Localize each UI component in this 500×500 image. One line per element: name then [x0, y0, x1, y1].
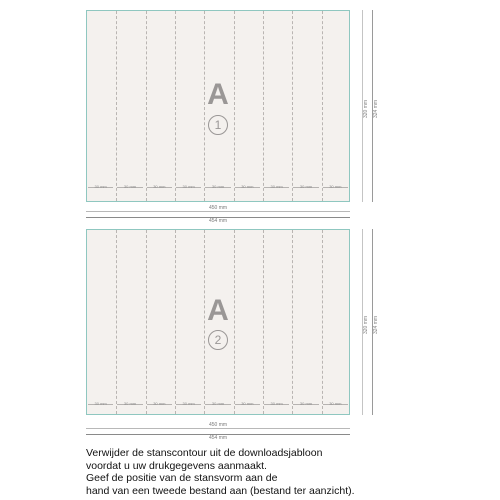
segment-width-label: 30 mm [123, 184, 137, 189]
fold-line [175, 230, 176, 414]
segment-width-label: 30 mm [299, 401, 313, 406]
outer-height-label: 324 mm [373, 315, 379, 334]
instructions-text [86, 447, 486, 497]
fold-line [175, 11, 176, 201]
segment-width-label: 30 mm [241, 184, 254, 189]
segment-width-label: 30 mm [270, 184, 283, 189]
inner-height-label: 320 mm [363, 315, 369, 334]
outer-width-label: 454 mm [208, 218, 228, 224]
fold-line [146, 11, 147, 201]
segment-width-label: 30 mm [153, 401, 166, 406]
fold-line [292, 230, 293, 414]
instruction-line: hand van een tweede bestand aan (bestand ter aanzicht). [86, 484, 355, 497]
fold-line [322, 11, 323, 201]
fold-line [146, 230, 147, 414]
fold-line [116, 11, 117, 201]
outer-height-label: 324 mm [373, 99, 379, 118]
segment-width-label: 30 mm [270, 401, 283, 406]
template-number-circle: 2 [208, 330, 228, 350]
instruction-line: Geef de positie van de stansvorm aan de [86, 472, 278, 484]
fold-line [234, 230, 235, 414]
template-letter: A [207, 78, 229, 111]
outer-width-label: 454 mm [208, 435, 228, 441]
segment-width-label: 30 mm [329, 184, 342, 189]
fold-line [263, 230, 264, 414]
inner-width-dimension-line [86, 211, 350, 212]
segment-width-label: 30 mm [94, 401, 107, 406]
inner-height-label: 320 mm [363, 99, 369, 118]
segment-width-label: 30 mm [211, 401, 225, 406]
template-number-circle: 1 [208, 115, 228, 135]
instruction-line: voordat u uw drukgegevens aanmaakt. [86, 459, 267, 472]
segment-width-label: 30 mm [211, 184, 225, 189]
fold-line [292, 11, 293, 201]
fold-line [116, 230, 117, 414]
segment-width-label: 30 mm [94, 184, 107, 189]
fold-line [263, 11, 264, 201]
template-letter: A [207, 294, 229, 327]
fold-line [234, 11, 235, 201]
fold-line [204, 230, 205, 414]
inner-width-label: 450 mm [208, 205, 228, 211]
segment-width-label: 30 mm [241, 401, 254, 406]
fold-line [322, 230, 323, 414]
segment-width-label: 30 mm [182, 401, 195, 406]
inner-width-label: 450 mm [208, 422, 228, 428]
segment-width-label: 30 mm [299, 184, 313, 189]
instruction-line: Verwijder de stanscontour uit de downloadsjabloon [86, 447, 323, 459]
segment-width-label: 30 mm [182, 184, 195, 189]
segment-width-label: 30 mm [153, 184, 166, 189]
segment-width-label: 30 mm [329, 401, 342, 406]
segment-width-label: 30 mm [123, 401, 137, 406]
inner-width-dimension-line [86, 428, 350, 429]
fold-line [204, 11, 205, 201]
